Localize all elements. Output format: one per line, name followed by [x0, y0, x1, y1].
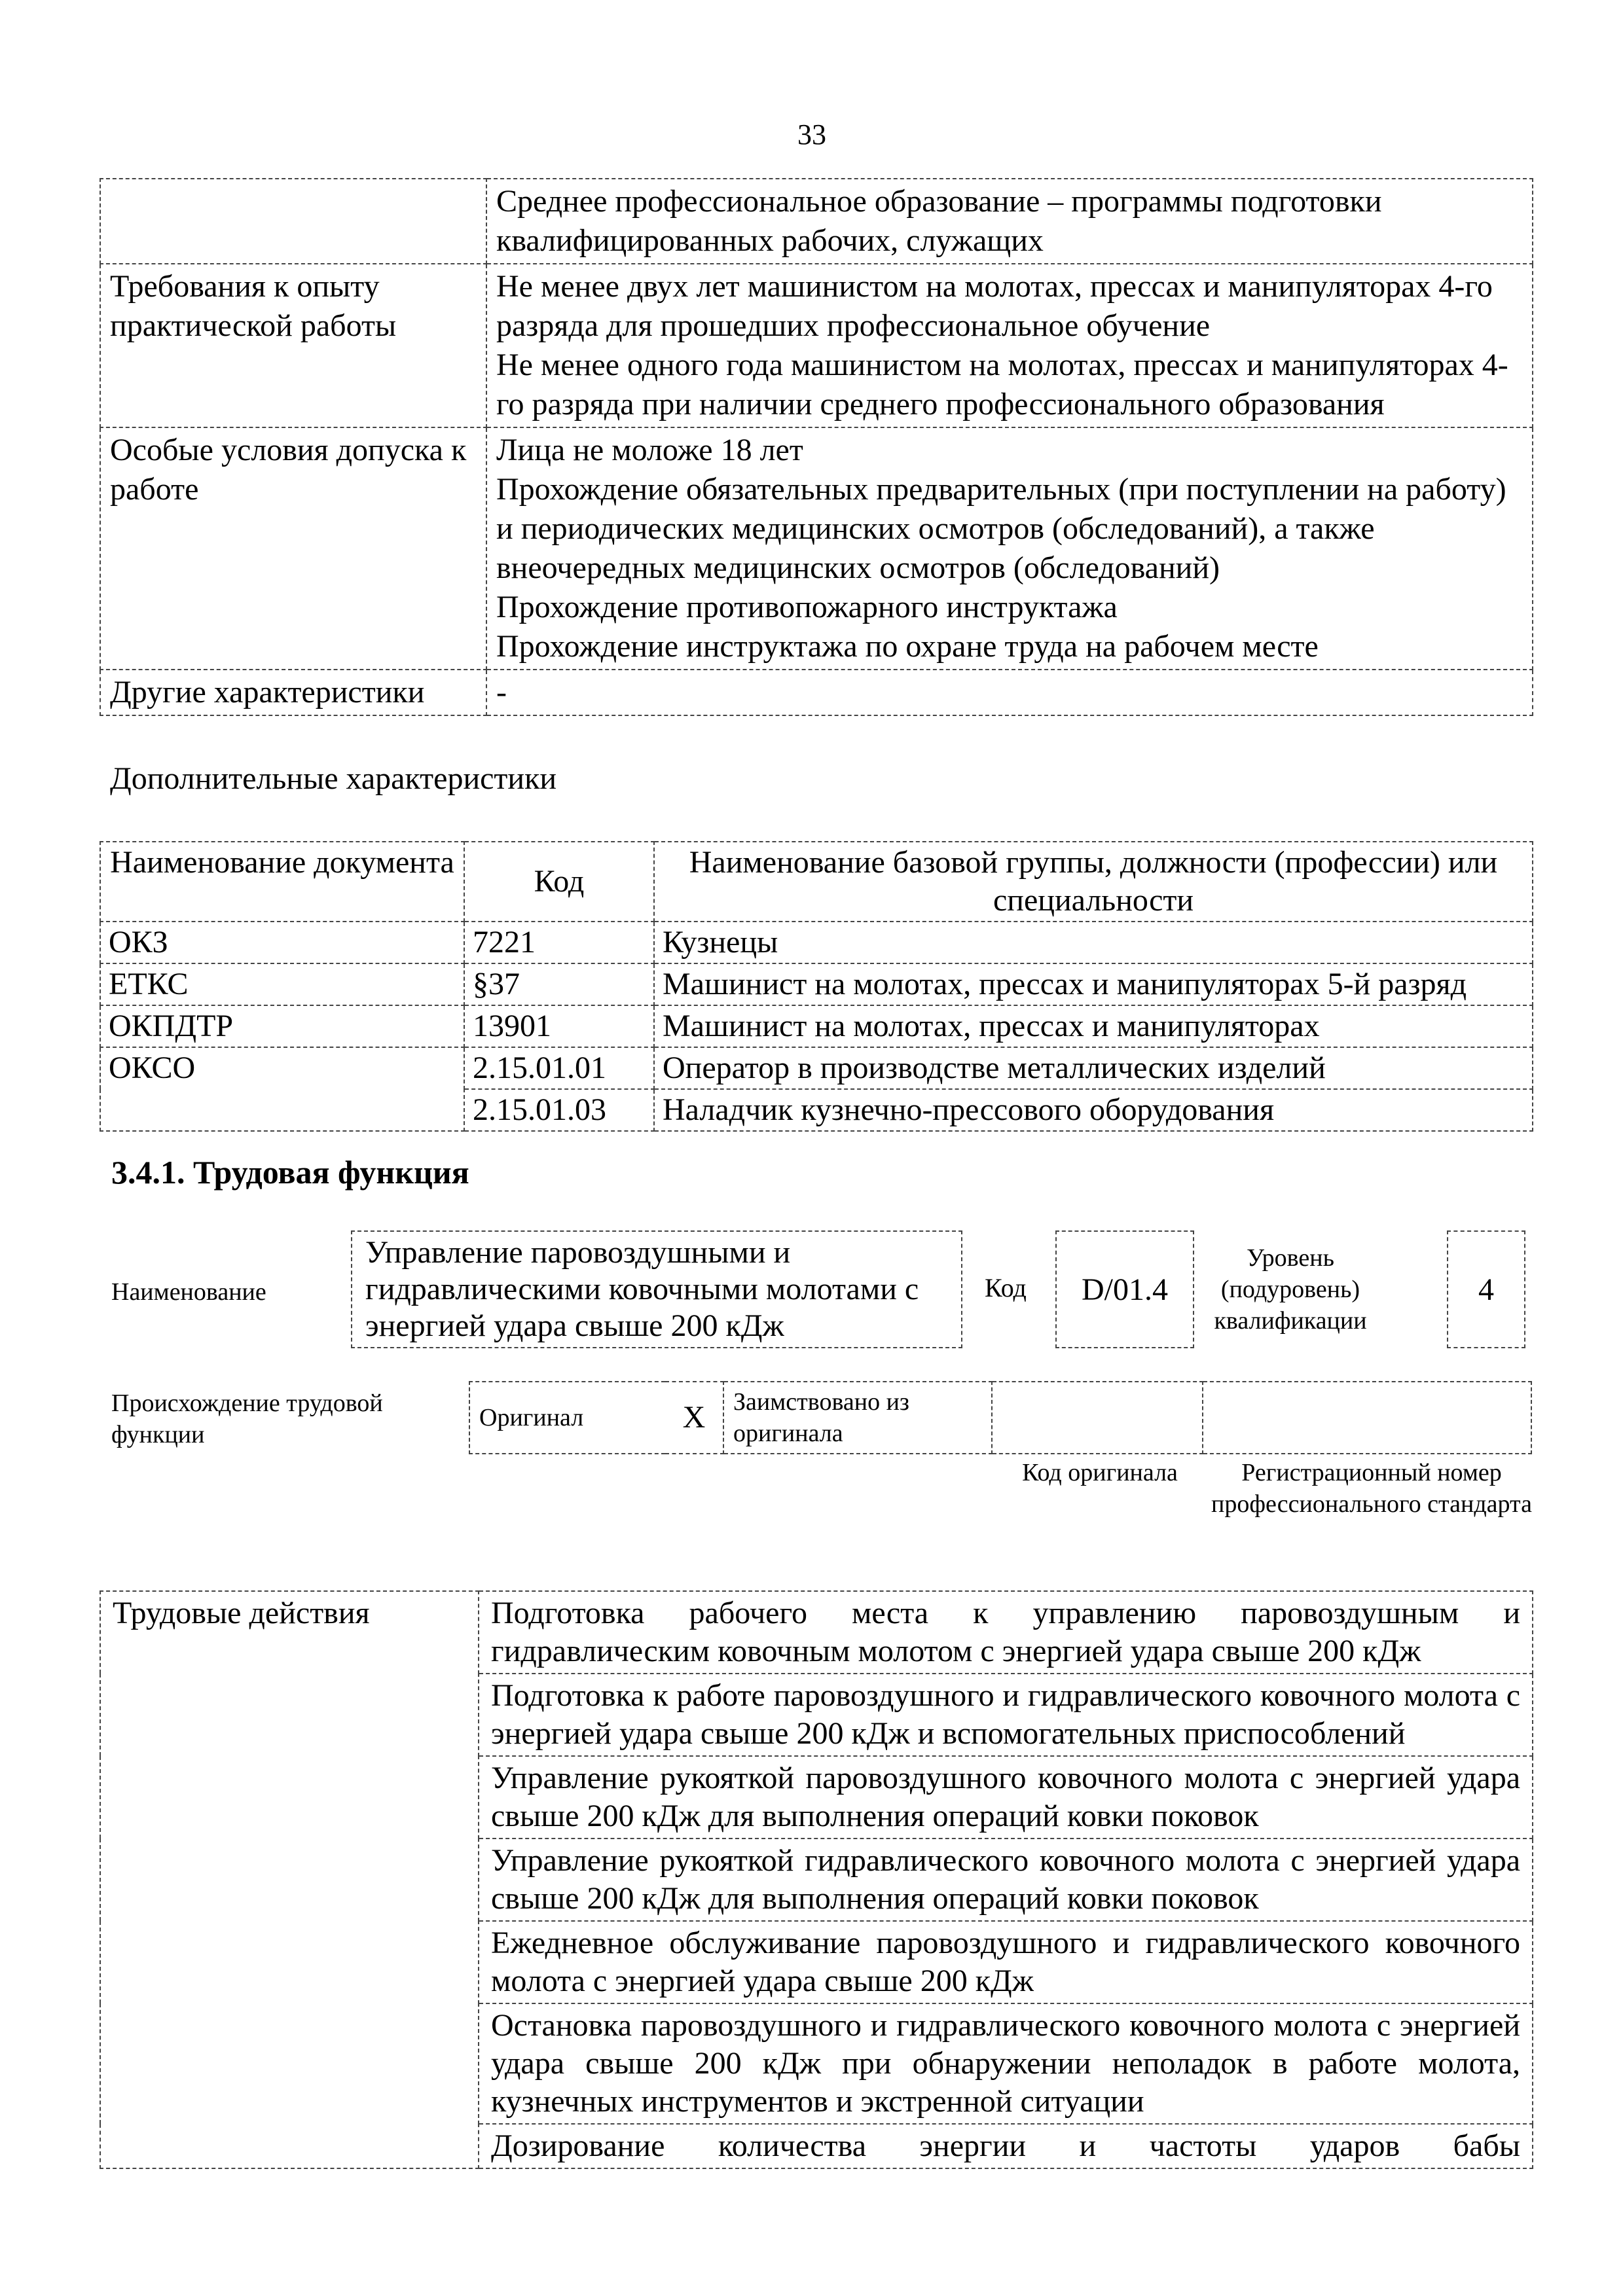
origin-original: Оригинал: [469, 1382, 665, 1454]
function-code: D/01.4: [1082, 1272, 1168, 1307]
cell-doc: ОКЗ: [100, 922, 464, 963]
value-line: Не менее одного года машинистом на молотах, прессах и манипуляторах 4-го разряда при наличии среднего профессионального образования: [496, 348, 1508, 422]
row-label: Требования к опыту практической работы: [100, 264, 486, 427]
function-name-box: Управление паровоздушными и гидравлическими ковочными молотами с энергией удара свыше 200 кДж: [351, 1230, 962, 1348]
qualification-level-box: [1447, 1230, 1525, 1348]
row-label: Другие характеристики: [100, 670, 486, 715]
reg-number-caption: Регистрационный номер профессионального стандарта: [1211, 1459, 1532, 1518]
qualification-level-label: Уровень (подуровень) квалификации: [1214, 1244, 1367, 1335]
cell-name: Кузнецы: [654, 922, 1533, 963]
cell-doc: ОКПДТР: [100, 1005, 464, 1047]
labor-action: Подготовка к работе паровоздушного и гидравлического ковочного молота с энергией удара свыше 200 кДж и вспомогательных приспособлений: [479, 1674, 1533, 1756]
code-label: Код: [985, 1273, 1027, 1302]
cell-name: Оператор в производстве металлических изделий: [654, 1047, 1533, 1089]
row-value: [486, 670, 1533, 715]
labor-function-title: 3.4.1. Трудовая функция: [111, 1154, 469, 1191]
additional-table: [100, 841, 1533, 1132]
cell-code: §37: [464, 963, 654, 1005]
origin-code-cell: [992, 1382, 1203, 1454]
table-row: [100, 427, 1533, 670]
labor-actions-label: Трудовые действия: [100, 1591, 479, 2168]
row-label: Особые условия допуска к работе: [100, 427, 486, 670]
header-code: Код: [464, 842, 654, 922]
table-row: [100, 670, 1533, 715]
table-row: [100, 963, 1533, 1005]
additional-heading: Дополнительные характеристики: [110, 761, 557, 796]
origin-borrowed: Заимствовано из оригинала: [723, 1382, 992, 1454]
table-row: [100, 264, 1533, 427]
labor-action: Подготовка рабочего места к управлению паровоздушным и гидравлическим ковочным молотом с энергией удара свыше 200 кДж: [479, 1591, 1533, 1674]
value-line: Среднее профессиональное образование – программы подготовки квалифицированных рабочих, служащих: [496, 184, 1382, 258]
origin-code-caption: Код оригинала: [1022, 1459, 1178, 1486]
cell-name: Машинист на молотах, прессах и манипуляторах: [654, 1005, 1533, 1047]
reg-number-cell: [1203, 1382, 1531, 1454]
cell-code: 2.15.01.01: [464, 1047, 654, 1089]
table-row: [100, 1591, 1533, 1674]
value-line: Не менее двух лет машинистом на молотах, прессах и манипуляторах 4-го разряда для прошедших профессиональное обучение: [496, 269, 1493, 343]
value-line: Прохождение обязательных предварительных (при поступлении на работу) и периодических медицинских осмотров (обследований), а также внеочередных медицинских осмотров (обследований): [496, 472, 1506, 585]
table-row: [100, 1005, 1533, 1047]
value-line: Прохождение инструктажа по охране труда на рабочем месте: [496, 629, 1319, 664]
function-code-box: [1055, 1230, 1194, 1348]
labor-action: Управление рукояткой паровоздушного ковочного молота с энергией удара свыше 200 кДж для выполнения операций ковки поковок: [479, 1756, 1533, 1839]
row-value: [486, 427, 1533, 670]
header-doc: Наименование документа: [100, 842, 464, 922]
table-row: [100, 179, 1533, 264]
labor-action: Ежедневное обслуживание паровоздушного и гидравлического ковочного молота с энергией удара свыше 200 кДж: [479, 1921, 1533, 2003]
origin-mark: X: [665, 1382, 723, 1454]
cell-name: Наладчик кузнечно-прессового оборудования: [654, 1089, 1533, 1131]
page-number: 33: [797, 118, 826, 151]
requirements-table: [100, 178, 1533, 716]
name-label: Наименование: [111, 1278, 266, 1306]
origin-table: [469, 1381, 1532, 1454]
cell-name: Машинист на молотах, прессах и манипуляторах 5-й разряд: [654, 963, 1533, 1005]
table-row: [100, 922, 1533, 963]
row-value: [486, 264, 1533, 427]
cell-code: 7221: [464, 922, 654, 963]
labor-action: Дозирование количества энергии и частоты ударов бабы: [479, 2124, 1533, 2168]
header-row: [100, 842, 1533, 922]
cell-code: 13901: [464, 1005, 654, 1047]
header-name: Наименование базовой группы, должности (профессии) или специальности: [654, 842, 1533, 922]
value-line: Лица не моложе 18 лет: [496, 433, 803, 467]
cell-doc: ЕТКС: [100, 963, 464, 1005]
row-label: [100, 179, 486, 264]
cell-code: 2.15.01.03: [464, 1089, 654, 1131]
labor-action: Остановка паровоздушного и гидравлического ковочного молота с энергией удара свыше 200 кДж при обнаружении неполадок в работе молота, кузнечных инструментов и экстренной ситуации: [479, 2003, 1533, 2124]
qualification-level: 4: [1478, 1272, 1494, 1307]
cell-doc: ОКСО: [100, 1047, 464, 1131]
table-row: [469, 1382, 1531, 1454]
labor-action: Управление рукояткой гидравлического ковочного молота с энергией удара свыше 200 кДж для выполнения операций ковки поковок: [479, 1839, 1533, 1921]
value-line: -: [496, 675, 507, 709]
origin-label: Происхождение трудовой функции: [111, 1390, 383, 1448]
table-row: [100, 1047, 1533, 1089]
labor-actions-table: [100, 1590, 1533, 2169]
row-value: [486, 179, 1533, 264]
value-line: Прохождение противопожарного инструктажа: [496, 590, 1118, 624]
